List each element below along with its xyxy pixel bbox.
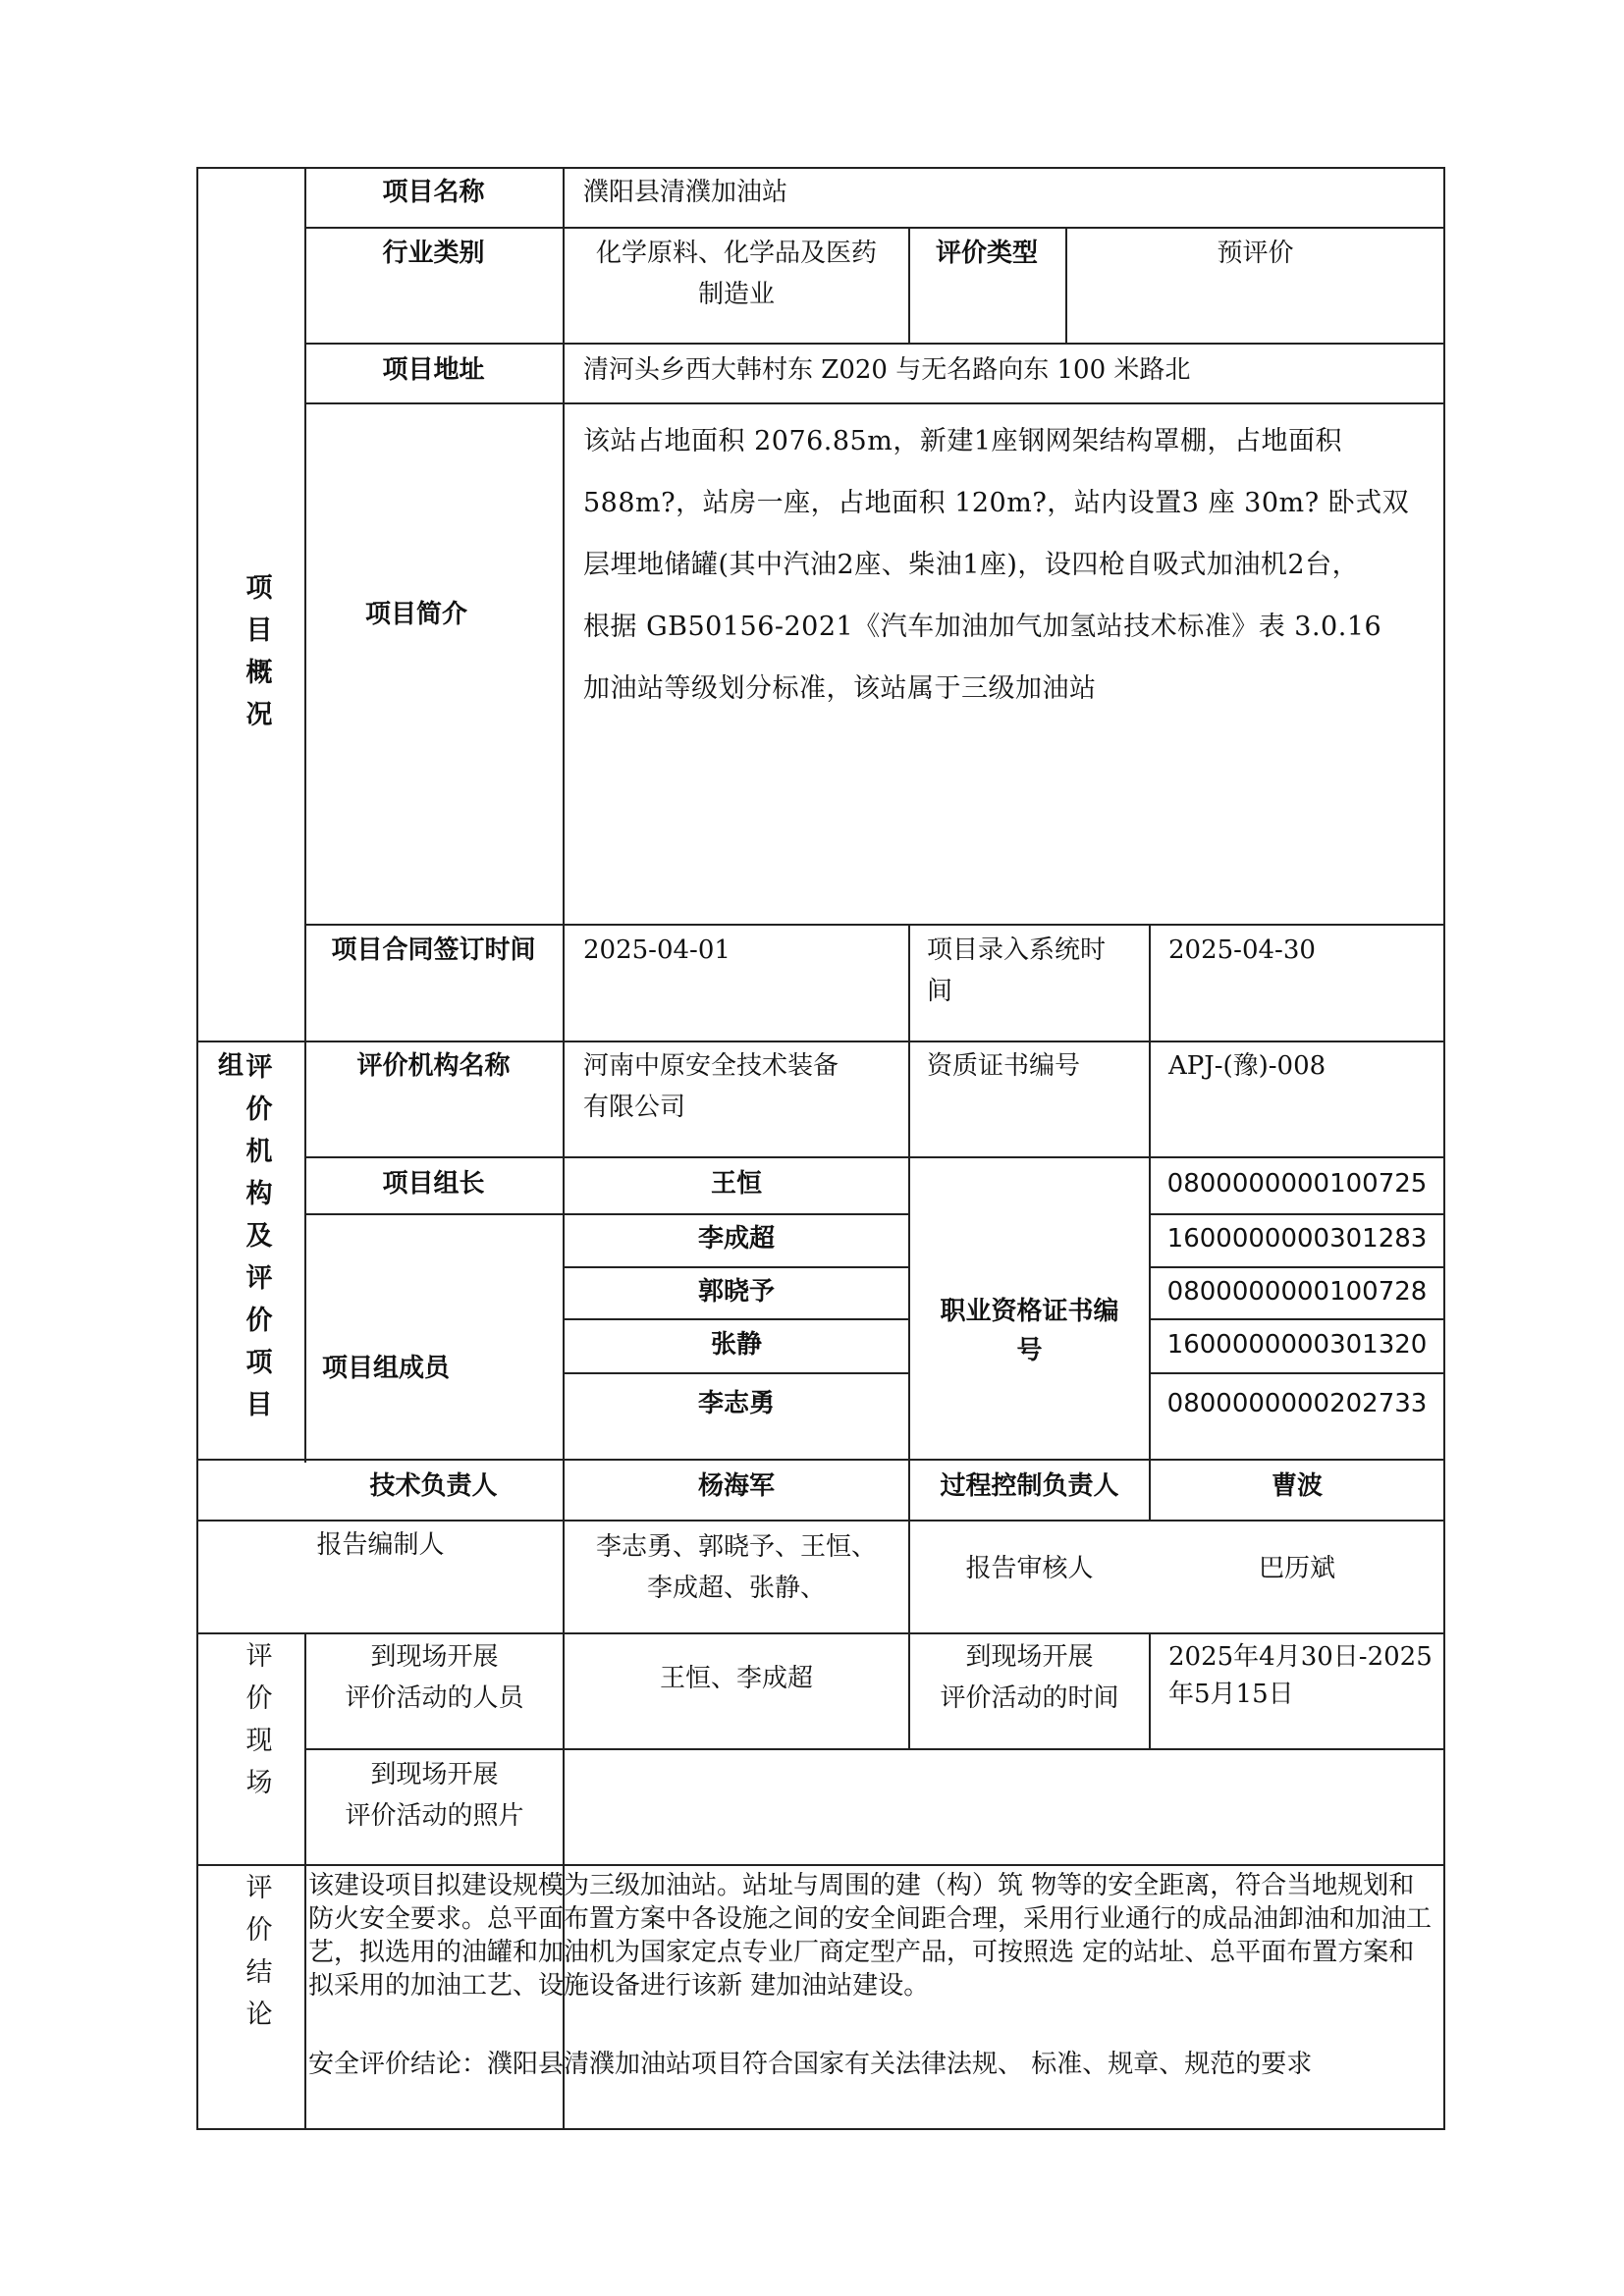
org-name-line1: 河南中原安全技术装备 [583, 1051, 839, 1081]
grid-line [563, 1318, 908, 1320]
report-authors-line1: 李志勇、郭晓予、王恒、 [595, 1532, 877, 1562]
team-members-label: 项目组成员 [322, 1354, 451, 1383]
team-member-name: 李成超 [697, 1224, 775, 1254]
site-time-label-line2: 评价活动的时间 [940, 1683, 1119, 1713]
site-time-value-line1: 2025年4月30日-2025 [1168, 1642, 1433, 1672]
grid-line [196, 1459, 1443, 1461]
entry-date-label-line1: 项目录入系统时 [927, 935, 1107, 965]
section-label-conclusion: 评价结论 [245, 1873, 273, 2030]
report-author-label: 报告编制人 [316, 1530, 445, 1560]
grid-line [304, 343, 1443, 345]
grid-line [1149, 1372, 1443, 1374]
qualification-label-line2: 号 [1016, 1336, 1043, 1365]
team-member-name: 张静 [710, 1330, 762, 1360]
cert-number-label: 资质证书编号 [927, 1051, 1081, 1081]
conclusion-summary: 安全评价结论：濮阳县清濮加油站项目符合国家有关法律法规、 标准、规章、规范的要求 [308, 2050, 1313, 2079]
eval-type-label: 评价类型 [935, 239, 1038, 268]
summary-label: 项目简介 [365, 600, 468, 629]
grid-line [304, 402, 1443, 404]
summary-line: 加油站等级划分标准，该站属于三级加油站 [583, 673, 1097, 704]
grid-line [304, 1748, 1443, 1750]
grid-line [1443, 167, 1445, 2130]
entry-date-label-line2: 间 [927, 977, 953, 1006]
contract-date-label: 项目合同签订时间 [331, 935, 536, 965]
team-leader-cert: 0800000000100725 [1166, 1169, 1428, 1199]
qualification-label-line1: 职业资格证书编 [940, 1297, 1119, 1326]
team-leader-name: 王恒 [710, 1169, 762, 1199]
project-name-value: 濮阳县清濮加油站 [583, 178, 788, 207]
tech-lead-value: 杨海军 [697, 1471, 775, 1501]
summary-line: 根据 GB50156-2021《汽车加油加气加氢站技术标准》表 3.0.16 [583, 612, 1382, 642]
site-time-label-line1: 到现场开展 [965, 1642, 1094, 1672]
site-time-value-line2: 年5月15日 [1168, 1680, 1294, 1709]
report-reviewer-label: 报告审核人 [965, 1554, 1094, 1583]
grid-line [1149, 1266, 1443, 1268]
project-name-label: 项目名称 [382, 178, 485, 207]
industry-value-line2: 制造业 [697, 280, 775, 309]
team-member-cert: 0800000000202733 [1166, 1389, 1428, 1418]
section-label-org-column: 评价机构及评价项目 [245, 1052, 273, 1420]
grid-line [196, 2128, 1445, 2130]
report-reviewer-value: 巴历斌 [1258, 1554, 1335, 1583]
grid-line [1149, 1213, 1443, 1215]
grid-line [196, 1520, 1443, 1522]
site-people-value: 王恒、李成超 [659, 1664, 813, 1693]
grid-line [304, 1156, 1443, 1158]
grid-line [563, 1266, 908, 1268]
site-photo-label-line2: 评价活动的照片 [345, 1801, 524, 1831]
team-member-name: 郭晓予 [697, 1277, 775, 1307]
team-member-name: 李志勇 [697, 1389, 775, 1418]
grid-line [196, 1864, 1443, 1866]
grid-line [196, 167, 1445, 169]
grid-line [304, 924, 1443, 926]
entry-date-value: 2025-04-30 [1168, 935, 1316, 965]
grid-line [196, 1632, 1443, 1634]
cert-number-value: APJ-(豫)-008 [1168, 1051, 1326, 1081]
grid-line [196, 167, 198, 2130]
address-label: 项目地址 [382, 355, 485, 385]
team-member-cert: 0800000000100728 [1166, 1277, 1428, 1307]
summary-line: 层埋地储罐(其中汽油2座、柴油1座)，设四枪自吸式加油机2台， [583, 550, 1360, 580]
conclusion-paragraph: 该建设项目拟建设规模为三级加油站。站址与周围的建（构）筑 物等的安全距离，符合当地规划和防火安全要求。总平面布置方案中各设施之间的安全间距合理，采用行业通行的成品油卸油和加油工 艺，拟选用的油罐和加油机为国家定点专业厂商定型产品，可按照选 定的站址、总平面布置方案和拟采用的加油工艺、设施设备进行该新 建加油站建设。 [308, 1871, 1433, 2001]
contract-date-value: 2025-04-01 [583, 935, 731, 965]
summary-line: 该站占地面积 2076.85m，新建1座钢网架结构罩棚，占地面积 [583, 426, 1343, 456]
site-people-label-line2: 评价活动的人员 [345, 1683, 524, 1713]
grid-line [196, 1041, 1443, 1042]
summary-line: 588m?，站房一座，占地面积 120m?，站内设置3 座 30m? 卧式双 [583, 488, 1410, 518]
team-leader-label: 项目组长 [382, 1169, 485, 1199]
section-label-site: 评价现场 [245, 1641, 273, 1798]
industry-value-line1: 化学原料、化学品及医药 [595, 239, 877, 268]
site-people-label-line1: 到现场开展 [370, 1642, 499, 1672]
grid-line [304, 227, 1443, 229]
section-label-overview: 项目概况 [245, 573, 273, 730]
section-label-org-char: 组 [218, 1051, 244, 1081]
site-photo-label-line1: 到现场开展 [370, 1760, 499, 1789]
team-member-cert: 1600000000301283 [1166, 1224, 1428, 1254]
grid-line [563, 1372, 908, 1374]
team-member-cert: 1600000000301320 [1166, 1330, 1428, 1360]
eval-type-value: 预评价 [1217, 239, 1294, 268]
report-authors-line2: 李成超、张静、 [646, 1574, 826, 1603]
grid-line [1149, 1632, 1151, 1748]
industry-label: 行业类别 [382, 239, 485, 268]
org-name-label: 评价机构名称 [356, 1051, 511, 1081]
process-control-value: 曹波 [1271, 1471, 1323, 1501]
grid-line [304, 1213, 908, 1215]
org-name-line2: 有限公司 [583, 1093, 686, 1122]
process-control-label: 过程控制负责人 [940, 1471, 1119, 1501]
address-value: 清河头乡西大韩村东 Z020 与无名路向东 100 米路北 [583, 355, 1191, 385]
tech-lead-label: 技术负责人 [369, 1471, 498, 1501]
grid-line [1149, 1318, 1443, 1320]
